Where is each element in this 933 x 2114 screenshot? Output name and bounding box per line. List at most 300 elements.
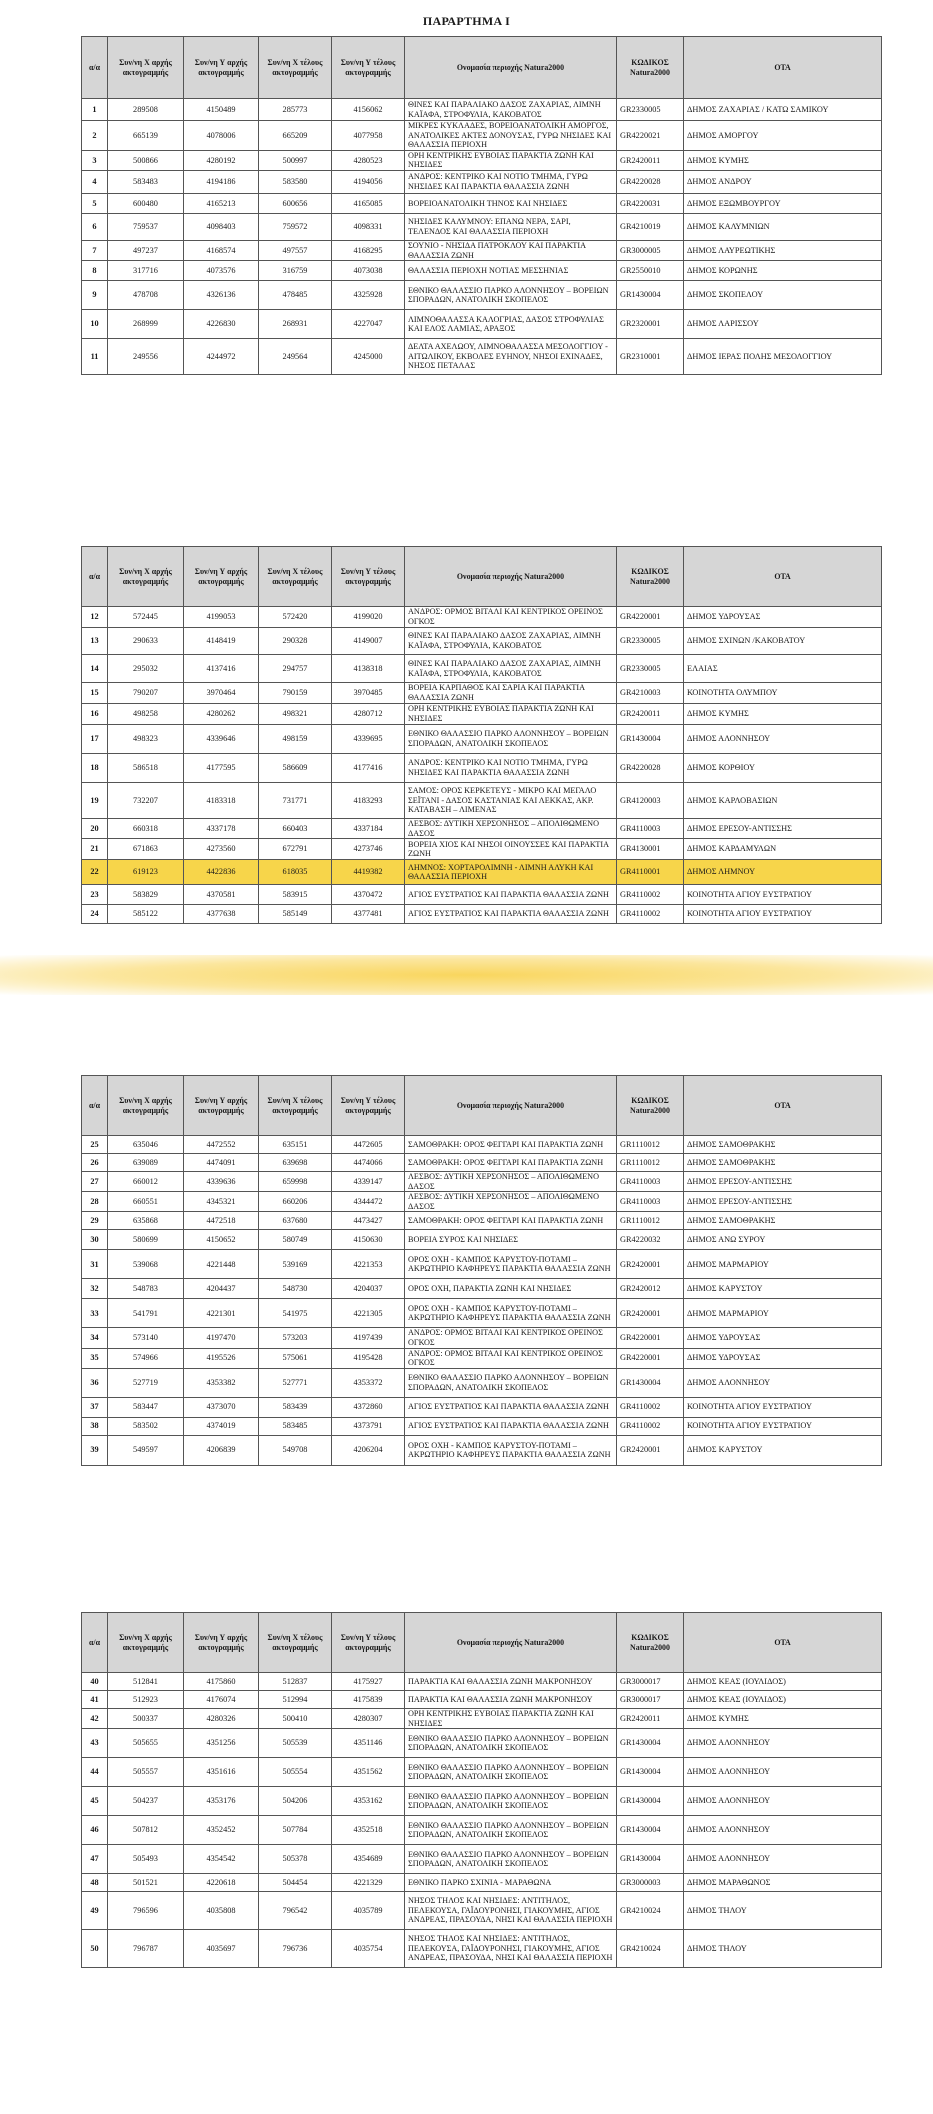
municipality: ΔΗΜΟΣ ΥΔΡΟΥΣΑΣ: [684, 1328, 882, 1348]
row-number: 41: [82, 1691, 108, 1709]
natura-area-name: ΕΘΝΙΚΟ ΘΑΛΑΣΣΙΟ ΠΑΡΚΟ ΑΛΟΝΝΗΣΟΥ – ΒΟΡΕΙΩΝ ΣΠΟΡΑΔΩΝ, ΑΝΑΤΟΛΙΚΗ ΣΚΟΠΕΛΟΣ: [405, 1816, 617, 1845]
natura-area-name: ΘΙΝΕΣ ΚΑΙ ΠΑΡΑΛΙΑΚΟ ΔΑΣΟΣ ΖΑΧΑΡΙΑΣ, ΛΙΜΝΗ ΚΑΪΑΦΑ, ΣΤΡΟΦΥΛΙΑ, ΚΑΚΟΒΑΤΟΣ: [405, 655, 617, 683]
highlight-marker: [0, 955, 933, 995]
natura-code: GR2420001: [617, 1299, 684, 1328]
y-start: 4175860: [184, 1673, 259, 1691]
natura-area-name: ΑΝΔΡΟΣ: ΟΡΜΟΣ ΒΙΤΑΛΙ ΚΑΙ ΚΕΝΤΡΙΚΟΣ ΟΡΕΙΝΟΣ ΟΓΚΟΣ: [405, 607, 617, 628]
y-end: 4073038: [332, 261, 405, 281]
y-start: 4339636: [184, 1172, 259, 1192]
x-start: 500337: [108, 1709, 184, 1729]
column-header-x-end: Συν/νη Χ τέλους ακτογραμμής: [259, 1613, 332, 1673]
row-number: 17: [82, 725, 108, 754]
x-end: 507784: [259, 1816, 332, 1845]
column-header-name: Ονομασία περιοχής Natura2000: [405, 1613, 617, 1673]
column-header-code: ΚΩΔΙΚΟΣ Natura2000: [617, 1076, 684, 1136]
table-row: [82, 1328, 882, 1348]
municipality: ΔΗΜΟΣ ΚΥΜΗΣ: [684, 1709, 882, 1729]
natura-area-name: ΣΑΜΟΘΡΑΚΗ: ΟΡΟΣ ΦΕΓΓΑΡΙ ΚΑΙ ΠΑΡΑΚΤΙΑ ΖΩΝΗ: [405, 1154, 617, 1172]
natura-code: GR1430004: [617, 1816, 684, 1845]
row-number: 14: [82, 655, 108, 683]
natura-area-name: ΣΟΥΝΙΟ - ΝΗΣΙΔΑ ΠΑΤΡΟΚΛΟΥ ΚΑΙ ΠΑΡΑΚΤΙΑ ΘΑΛΑΣΣΙΑ ΖΩΝΗ: [405, 240, 617, 260]
table-row: [82, 1348, 882, 1368]
x-end: 796542: [259, 1892, 332, 1930]
y-start: 4280262: [184, 704, 259, 725]
table-row: [82, 310, 882, 339]
y-start: 4206839: [184, 1435, 259, 1465]
x-end: 512837: [259, 1673, 332, 1691]
y-start: 4351616: [184, 1758, 259, 1787]
x-start: 583447: [108, 1397, 184, 1417]
y-end: 4351146: [332, 1729, 405, 1758]
column-header-x-end: Συν/νη Χ τέλους ακτογραμμής: [259, 1076, 332, 1136]
natura-code: GR4220031: [617, 193, 684, 213]
natura-code: GR2310001: [617, 339, 684, 375]
y-start: 4244972: [184, 339, 259, 375]
row-number: 38: [82, 1417, 108, 1435]
column-header-x-start: Συν/νη Χ αρχής ακτογραμμής: [108, 547, 184, 607]
y-end: 4221305: [332, 1299, 405, 1328]
natura-code: GR1430004: [617, 281, 684, 310]
row-number: 34: [82, 1328, 108, 1348]
x-end: 665209: [259, 121, 332, 151]
column-header-y-end: Συν/νη Υ τέλους ακτογραμμής: [332, 547, 405, 607]
row-number: 16: [82, 704, 108, 725]
column-header-ota: ΟΤΑ: [684, 37, 882, 99]
natura-code: GR4220001: [617, 607, 684, 628]
municipality: ΔΗΜΟΣ ΑΛΟΝΝΗΣΟΥ: [684, 1845, 882, 1874]
row-number: 15: [82, 683, 108, 704]
y-end: 4354689: [332, 1845, 405, 1874]
natura-code: GR1430004: [617, 1787, 684, 1816]
row-number: 12: [82, 607, 108, 628]
natura-area-name: ΛΕΣΒΟΣ: ΔΥΤΙΚΗ ΧΕΡΣΟΝΗΣΟΣ – ΑΠΟΛΙΘΩΜΕΝΟ ΔΑΣΟΣ: [405, 1192, 617, 1212]
y-end: 4175839: [332, 1691, 405, 1709]
y-start: 4280326: [184, 1709, 259, 1729]
y-end: 4149007: [332, 628, 405, 655]
y-end: 3970485: [332, 683, 405, 704]
y-start: 4273560: [184, 839, 259, 860]
natura-area-name: ΣΑΜΟΘΡΑΚΗ: ΟΡΟΣ ΦΕΓΓΑΡΙ ΚΑΙ ΠΑΡΑΚΤΙΑ ΖΩΝΗ: [405, 1212, 617, 1230]
y-end: 4197439: [332, 1328, 405, 1348]
y-start: 4472552: [184, 1136, 259, 1154]
x-end: 583485: [259, 1417, 332, 1435]
x-start: 583502: [108, 1417, 184, 1435]
column-header-aa: α/α: [82, 547, 108, 607]
x-start: 586518: [108, 754, 184, 783]
y-start: 4221301: [184, 1299, 259, 1328]
table-row: [82, 1845, 882, 1874]
municipality: ΔΗΜΟΣ ΛΗΜΝΟΥ: [684, 860, 882, 885]
municipality: ΔΗΜΟΣ ΣΑΜΟΘΡΑΚΗΣ: [684, 1136, 882, 1154]
natura-area-name: ΕΘΝΙΚΟ ΠΑΡΚΟ ΣΧΙΝΙΑ - ΜΑΡΑΘΩΝΑ: [405, 1874, 617, 1892]
natura-code: GR4220028: [617, 754, 684, 783]
natura-area-name: ΜΙΚΡΕΣ ΚΥΚΛΑΔΕΣ, ΒΟΡΕΙΟΑΝΑΤΟΛΙΚΗ ΑΜΟΡΓΟΣ, ΑΝΑΤΟΛΙΚΕΣ ΑΚΤΕΣ ΔΟΝΟΥΣΑΣ, ΓΥΡΩ ΝΗΣΙΔΕΣ ΚΑΙ ΘΑΛΑΣΣΙΑ ΠΕΡΙΟΧΗ: [405, 121, 617, 151]
page-title: ΠΑΡΑΡΤΗΜΑ Ι: [422, 14, 511, 28]
column-header-ota: ΟΤΑ: [684, 1613, 882, 1673]
natura-area-name: ΔΕΛΤΑ ΑΧΕΛΩΟΥ, ΛΙΜΝΟΘΑΛΑΣΣΑ ΜΕΣΟΛΟΓΓΙΟΥ - ΑΙΤΩΛΙΚΟΥ, ΕΚΒΟΛΕΣ ΕΥΗΝΟΥ, ΝΗΣΟΙ ΕΧΙΝΑΔΕΣ, ΝΗΣΟΣ ΠΕΤΑΛΑΣ: [405, 339, 617, 375]
column-header-x-start: Συν/νη Χ αρχής ακτογραμμής: [108, 1076, 184, 1136]
natura-code: GR1430004: [617, 1845, 684, 1874]
column-header-aa: α/α: [82, 1613, 108, 1673]
column-header-ota: ΟΤΑ: [684, 1076, 882, 1136]
natura-code: GR2420011: [617, 150, 684, 170]
x-start: 671863: [108, 839, 184, 860]
y-end: 4372860: [332, 1397, 405, 1417]
municipality: ΔΗΜΟΣ ΛΑΡΙΣΣΟΥ: [684, 310, 882, 339]
natura-code: GR3000017: [617, 1691, 684, 1709]
table-row: [82, 170, 882, 193]
y-end: 4138318: [332, 655, 405, 683]
x-start: 572445: [108, 607, 184, 628]
table-header-row: [82, 547, 882, 607]
x-start: 639089: [108, 1154, 184, 1172]
y-start: 4339646: [184, 725, 259, 754]
x-end: 500997: [259, 150, 332, 170]
x-end: 504206: [259, 1787, 332, 1816]
x-start: 505493: [108, 1845, 184, 1874]
municipality: ΔΗΜΟΣ ΜΑΡΑΘΩΝΟΣ: [684, 1874, 882, 1892]
row-number: 3: [82, 150, 108, 170]
y-start: 4370581: [184, 885, 259, 905]
x-start: 512841: [108, 1673, 184, 1691]
x-end: 527771: [259, 1368, 332, 1397]
natura-code: GR4120003: [617, 783, 684, 819]
table-row: [82, 1874, 882, 1892]
x-start: 660551: [108, 1192, 184, 1212]
row-number: 48: [82, 1874, 108, 1892]
municipality: ΔΗΜΟΣ ΑΛΟΝΝΗΣΟΥ: [684, 725, 882, 754]
x-end: 572420: [259, 607, 332, 628]
table-row: [82, 1299, 882, 1328]
y-end: 4035789: [332, 1892, 405, 1930]
x-start: 478708: [108, 281, 184, 310]
x-start: 585122: [108, 905, 184, 924]
x-end: 505539: [259, 1729, 332, 1758]
x-start: 539068: [108, 1250, 184, 1279]
row-number: 11: [82, 339, 108, 375]
x-start: 512923: [108, 1691, 184, 1709]
municipality: ΔΗΜΟΣ ΜΑΡΜΑΡΙΟΥ: [684, 1250, 882, 1279]
row-number: 50: [82, 1930, 108, 1968]
x-end: 268931: [259, 310, 332, 339]
municipality: ΔΗΜΟΣ ΥΔΡΟΥΣΑΣ: [684, 607, 882, 628]
row-number: 40: [82, 1673, 108, 1691]
natura-code: GR4220021: [617, 121, 684, 151]
y-start: 4197470: [184, 1328, 259, 1348]
row-number: 1: [82, 99, 108, 121]
y-end: 4199020: [332, 607, 405, 628]
y-end: 4351562: [332, 1758, 405, 1787]
natura-area-name: ΘΙΝΕΣ ΚΑΙ ΠΑΡΑΛΙΑΚΟ ΔΑΣΟΣ ΖΑΧΑΡΙΑΣ, ΛΙΜΝΗ ΚΑΪΑΦΑ, ΣΤΡΟΦΥΛΙΑ, ΚΑΚΟΒΑΤΟΣ: [405, 99, 617, 121]
table-row: [82, 1172, 882, 1192]
x-end: 294757: [259, 655, 332, 683]
natura-area-name: ΟΡΗ ΚΕΝΤΡΙΚΗΣ ΕΥΒΟΙΑΣ ΠΑΡΑΚΤΙΑ ΖΩΝΗ ΚΑΙ ΝΗΣΙΔΕΣ: [405, 150, 617, 170]
table-row: [82, 1279, 882, 1299]
row-number: 43: [82, 1729, 108, 1758]
table-row: [82, 1154, 882, 1172]
x-start: 549597: [108, 1435, 184, 1465]
natura-area-name: ΕΘΝΙΚΟ ΘΑΛΑΣΣΙΟ ΠΑΡΚΟ ΑΛΟΝΝΗΣΟΥ – ΒΟΡΕΙΩΝ ΣΠΟΡΑΔΩΝ, ΑΝΑΤΟΛΙΚΗ ΣΚΟΠΕΛΟΣ: [405, 1758, 617, 1787]
x-end: 637680: [259, 1212, 332, 1230]
x-end: 731771: [259, 783, 332, 819]
natura-code: GR4110003: [617, 1192, 684, 1212]
column-header-y-start: Συν/νη Υ αρχής ακτογραμμής: [184, 37, 259, 99]
table-row: [82, 704, 882, 725]
y-start: 4098403: [184, 213, 259, 240]
x-start: 507812: [108, 1816, 184, 1845]
y-end: 4177416: [332, 754, 405, 783]
municipality: ΔΗΜΟΣ ΑΛΟΝΝΗΣΟΥ: [684, 1368, 882, 1397]
table-row: [82, 819, 882, 839]
y-end: 4353162: [332, 1787, 405, 1816]
y-start: 4374019: [184, 1417, 259, 1435]
column-header-y-end: Συν/νη Υ τέλους ακτογραμμής: [332, 37, 405, 99]
column-header-name: Ονομασία περιοχής Natura2000: [405, 547, 617, 607]
table-row-highlighted: [82, 860, 882, 885]
row-number: 6: [82, 213, 108, 240]
natura-code: GR2420011: [617, 704, 684, 725]
row-number: 28: [82, 1192, 108, 1212]
y-start: 4078006: [184, 121, 259, 151]
table-row: [82, 281, 882, 310]
y-start: 4377638: [184, 905, 259, 924]
x-end: 249564: [259, 339, 332, 375]
y-start: 4148419: [184, 628, 259, 655]
row-number: 26: [82, 1154, 108, 1172]
x-start: 504237: [108, 1787, 184, 1816]
column-header-aa: α/α: [82, 37, 108, 99]
natura-area-name: ΕΘΝΙΚΟ ΘΑΛΑΣΣΙΟ ΠΑΡΚΟ ΑΛΟΝΝΗΣΟΥ – ΒΟΡΕΙΩΝ ΣΠΟΡΑΔΩΝ, ΑΝΑΤΟΛΙΚΗ ΣΚΟΠΕΛΟΣ: [405, 1729, 617, 1758]
municipality: ΔΗΜΟΣ ΑΛΟΝΝΗΣΟΥ: [684, 1816, 882, 1845]
table-row: [82, 885, 882, 905]
natura-area-name: ΠΑΡΑΚΤΙΑ ΚΑΙ ΘΑΛΑΣΣΙΑ ΖΩΝΗ ΜΑΚΡΟΝΗΣΟΥ: [405, 1673, 617, 1691]
x-start: 619123: [108, 860, 184, 885]
table-row: [82, 1212, 882, 1230]
natura-code: GR2330005: [617, 99, 684, 121]
x-end: 583439: [259, 1397, 332, 1417]
table-row: [82, 99, 882, 121]
table-row: [82, 213, 882, 240]
row-number: 23: [82, 885, 108, 905]
row-number: 2: [82, 121, 108, 151]
table-row: [82, 1892, 882, 1930]
natura-area-name: ΣΑΜΟΘΡΑΚΗ: ΟΡΟΣ ΦΕΓΓΑΡΙ ΚΑΙ ΠΑΡΑΚΤΙΑ ΖΩΝΗ: [405, 1136, 617, 1154]
table-row: [82, 1230, 882, 1250]
natura-code: GR2420001: [617, 1435, 684, 1465]
y-end: 4168295: [332, 240, 405, 260]
x-end: 583915: [259, 885, 332, 905]
municipality: ΔΗΜΟΣ ΑΝΩ ΣΥΡΟΥ: [684, 1230, 882, 1250]
row-number: 35: [82, 1348, 108, 1368]
municipality: ΔΗΜΟΣ ΕΞΩΜΒΟΥΡΓΟΥ: [684, 193, 882, 213]
x-end: 285773: [259, 99, 332, 121]
y-end: 4175927: [332, 1673, 405, 1691]
y-start: 4226830: [184, 310, 259, 339]
row-number: 32: [82, 1279, 108, 1299]
table-row: [82, 1192, 882, 1212]
x-start: 583829: [108, 885, 184, 905]
y-end: 4098331: [332, 213, 405, 240]
municipality: ΔΗΜΟΣ ΑΛΟΝΝΗΣΟΥ: [684, 1758, 882, 1787]
y-start: 4351256: [184, 1729, 259, 1758]
natura-code: GR4110002: [617, 905, 684, 924]
column-header-code: ΚΩΔΙΚΟΣ Natura2000: [617, 37, 684, 99]
x-end: 575061: [259, 1348, 332, 1368]
column-header-x-end: Συν/νη Χ τέλους ακτογραμμής: [259, 547, 332, 607]
natura-code: GR1110012: [617, 1136, 684, 1154]
table-row: [82, 655, 882, 683]
natura-area-name: ΟΡΗ ΚΕΝΤΡΙΚΗΣ ΕΥΒΟΙΑΣ ΠΑΡΑΚΤΙΑ ΖΩΝΗ ΚΑΙ ΝΗΣΙΔΕΣ: [405, 704, 617, 725]
x-start: 600480: [108, 193, 184, 213]
municipality: ΔΗΜΟΣ ΤΗΛΟΥ: [684, 1892, 882, 1930]
municipality: ΚΟΙΝΟΤΗΤΑ ΟΛΥΜΠΟΥ: [684, 683, 882, 704]
column-header-y-start: Συν/νη Υ αρχής ακτογραμμής: [184, 1076, 259, 1136]
column-header-code: ΚΩΔΙΚΟΣ Natura2000: [617, 1613, 684, 1673]
y-start: 4474091: [184, 1154, 259, 1172]
x-end: 586609: [259, 754, 332, 783]
natura-code: GR1430004: [617, 1368, 684, 1397]
municipality: ΔΗΜΟΣ ΑΝΔΡΟΥ: [684, 170, 882, 193]
x-end: 600656: [259, 193, 332, 213]
y-end: 4227047: [332, 310, 405, 339]
municipality: ΔΗΜΟΣ ΣΑΜΟΘΡΑΚΗΣ: [684, 1154, 882, 1172]
municipality: ΔΗΜΟΣ ΖΑΧΑΡΙΑΣ / ΚΑΤΩ ΣΑΜΙΚΟΥ: [684, 99, 882, 121]
column-header-y-start: Συν/νη Υ αρχής ακτογραμμής: [184, 1613, 259, 1673]
x-start: 548783: [108, 1279, 184, 1299]
natura-code: GR2420011: [617, 1709, 684, 1729]
y-end: 4377481: [332, 905, 405, 924]
natura-area-name: ΕΘΝΙΚΟ ΘΑΛΑΣΣΙΟ ΠΑΡΚΟ ΑΛΟΝΝΗΣΟΥ – ΒΟΡΕΙΩΝ ΣΠΟΡΑΔΩΝ, ΑΝΑΤΟΛΙΚΗ ΣΚΟΠΕΛΟΣ: [405, 281, 617, 310]
row-number: 22: [82, 860, 108, 885]
x-end: 659998: [259, 1172, 332, 1192]
x-start: 660012: [108, 1172, 184, 1192]
municipality: ΔΗΜΟΣ ΜΑΡΜΑΡΙΟΥ: [684, 1299, 882, 1328]
x-end: 549708: [259, 1435, 332, 1465]
y-start: 4035808: [184, 1892, 259, 1930]
natura-code: GR2330005: [617, 655, 684, 683]
x-end: 548730: [259, 1279, 332, 1299]
y-start: 4221448: [184, 1250, 259, 1279]
x-end: 585149: [259, 905, 332, 924]
row-number: 9: [82, 281, 108, 310]
y-end: 4206204: [332, 1435, 405, 1465]
row-number: 7: [82, 240, 108, 260]
y-end: 4150630: [332, 1230, 405, 1250]
natura-code: GR3000017: [617, 1673, 684, 1691]
y-end: 4353372: [332, 1368, 405, 1397]
municipality: ΔΗΜΟΣ ΣΧΙΝΩΝ /ΚΑΚΟΒΑΤΟΥ: [684, 628, 882, 655]
x-start: 665139: [108, 121, 184, 151]
municipality: ΔΗΜΟΣ ΚΑΛΥΜΝΙΩΝ: [684, 213, 882, 240]
x-end: 505378: [259, 1845, 332, 1874]
y-end: 4077958: [332, 121, 405, 151]
y-end: 4280523: [332, 150, 405, 170]
column-header-aa: α/α: [82, 1076, 108, 1136]
row-number: 33: [82, 1299, 108, 1328]
table-row: [82, 628, 882, 655]
x-end: 497557: [259, 240, 332, 260]
table-row: [82, 150, 882, 170]
natura-area-name: ΒΟΡΕΙΑ ΧΙΟΣ ΚΑΙ ΝΗΣΟΙ ΟΙΝΟΥΣΣΕΣ ΚΑΙ ΠΑΡΑΚΤΙΑ ΖΩΝΗ: [405, 839, 617, 860]
municipality: ΔΗΜΟΣ ΣΑΜΟΘΡΑΚΗΣ: [684, 1212, 882, 1230]
natura-area-name: ΒΟΡΕΙΟΑΝΑΤΟΛΙΚΗ ΤΗΝΟΣ ΚΑΙ ΝΗΣΙΔΕΣ: [405, 193, 617, 213]
x-start: 574966: [108, 1348, 184, 1368]
y-end: 4280712: [332, 704, 405, 725]
natura-area-name: ΑΓΙΟΣ ΕΥΣΤΡΑΤΙΟΣ ΚΑΙ ΠΑΡΑΚΤΙΑ ΘΑΛΑΣΣΙΑ ΖΩΝΗ: [405, 885, 617, 905]
coastline-table: [81, 1612, 882, 1968]
x-end: 618035: [259, 860, 332, 885]
natura-area-name: ΠΑΡΑΚΤΙΑ ΚΑΙ ΘΑΛΑΣΣΙΑ ΖΩΝΗ ΜΑΚΡΟΝΗΣΟΥ: [405, 1691, 617, 1709]
y-start: 4422836: [184, 860, 259, 885]
table-row: [82, 1397, 882, 1417]
y-end: 4337184: [332, 819, 405, 839]
column-header-name: Ονομασία περιοχής Natura2000: [405, 1076, 617, 1136]
y-end: 4373791: [332, 1417, 405, 1435]
x-start: 497237: [108, 240, 184, 260]
coastline-table: [81, 1075, 882, 1466]
y-start: 4353176: [184, 1787, 259, 1816]
x-end: 316759: [259, 261, 332, 281]
x-start: 290633: [108, 628, 184, 655]
x-end: 290328: [259, 628, 332, 655]
row-number: 25: [82, 1136, 108, 1154]
natura-area-name: ΑΝΔΡΟΣ: ΚΕΝΤΡΙΚΟ ΚΑΙ ΝΟΤΙΟ ΤΜΗΜΑ, ΓΥΡΩ ΝΗΣΙΔΕΣ ΚΑΙ ΠΑΡΑΚΤΙΑ ΘΑΛΑΣΣΙΑ ΖΩΝΗ: [405, 170, 617, 193]
y-end: 4194056: [332, 170, 405, 193]
natura-area-name: ΘΙΝΕΣ ΚΑΙ ΠΑΡΑΛΙΑΚΟ ΔΑΣΟΣ ΖΑΧΑΡΙΑΣ, ΛΙΜΝΗ ΚΑΪΑΦΑ, ΣΤΡΟΦΥΛΙΑ, ΚΑΚΟΒΑΤΟΣ: [405, 628, 617, 655]
y-end: 4165085: [332, 193, 405, 213]
x-end: 583580: [259, 170, 332, 193]
table-row: [82, 1673, 882, 1691]
x-start: 498323: [108, 725, 184, 754]
row-number: 13: [82, 628, 108, 655]
municipality: ΔΗΜΟΣ ΤΗΛΟΥ: [684, 1930, 882, 1968]
x-end: 759572: [259, 213, 332, 240]
natura-code: GR4210024: [617, 1892, 684, 1930]
municipality: ΚΟΙΝΟΤΗΤΑ ΑΓΙΟΥ ΕΥΣΤΡΑΤΙΟΥ: [684, 1417, 882, 1435]
row-number: 31: [82, 1250, 108, 1279]
y-start: 4035697: [184, 1930, 259, 1968]
row-number: 39: [82, 1435, 108, 1465]
row-number: 47: [82, 1845, 108, 1874]
x-start: 732207: [108, 783, 184, 819]
row-number: 45: [82, 1787, 108, 1816]
municipality: ΔΗΜΟΣ ΚΑΡΥΣΤΟΥ: [684, 1279, 882, 1299]
natura-code: GR4110002: [617, 1417, 684, 1435]
table-row: [82, 1787, 882, 1816]
y-end: 4344472: [332, 1192, 405, 1212]
table-row: [82, 1417, 882, 1435]
x-start: 796787: [108, 1930, 184, 1968]
natura-area-name: ΟΡΟΣ ΟΧΗ - ΚΑΜΠΟΣ ΚΑΡΥΣΤΟΥ-ΠΟΤΑΜΙ – ΑΚΡΩΤΗΡΙΟ ΚΑΦΗΡΕΥΣ ΠΑΡΑΚΤΙΑ ΘΑΛΑΣΣΙΑ ΖΩΝΗ: [405, 1299, 617, 1328]
municipality: ΔΗΜΟΣ ΚΥΜΗΣ: [684, 150, 882, 170]
natura-code: GR4210024: [617, 1930, 684, 1968]
x-end: 505554: [259, 1758, 332, 1787]
municipality: ΔΗΜΟΣ ΚΥΜΗΣ: [684, 704, 882, 725]
y-end: 4325928: [332, 281, 405, 310]
municipality: ΔΗΜΟΣ ΣΚΟΠΕΛΟΥ: [684, 281, 882, 310]
x-start: 295032: [108, 655, 184, 683]
natura-area-name: ΑΓΙΟΣ ΕΥΣΤΡΑΤΙΟΣ ΚΑΙ ΠΑΡΑΚΤΙΑ ΘΑΛΑΣΣΙΑ ΖΩΝΗ: [405, 1397, 617, 1417]
natura-code: GR4110002: [617, 1397, 684, 1417]
natura-code: GR4110002: [617, 885, 684, 905]
y-end: 4273746: [332, 839, 405, 860]
municipality: ΔΗΜΟΣ ΑΜΟΡΓΟΥ: [684, 121, 882, 151]
row-number: 4: [82, 170, 108, 193]
municipality: ΚΟΙΝΟΤΗΤΑ ΑΓΙΟΥ ΕΥΣΤΡΑΤΙΟΥ: [684, 1397, 882, 1417]
y-end: 4339147: [332, 1172, 405, 1192]
natura-code: GR2420012: [617, 1279, 684, 1299]
row-number: 36: [82, 1368, 108, 1397]
